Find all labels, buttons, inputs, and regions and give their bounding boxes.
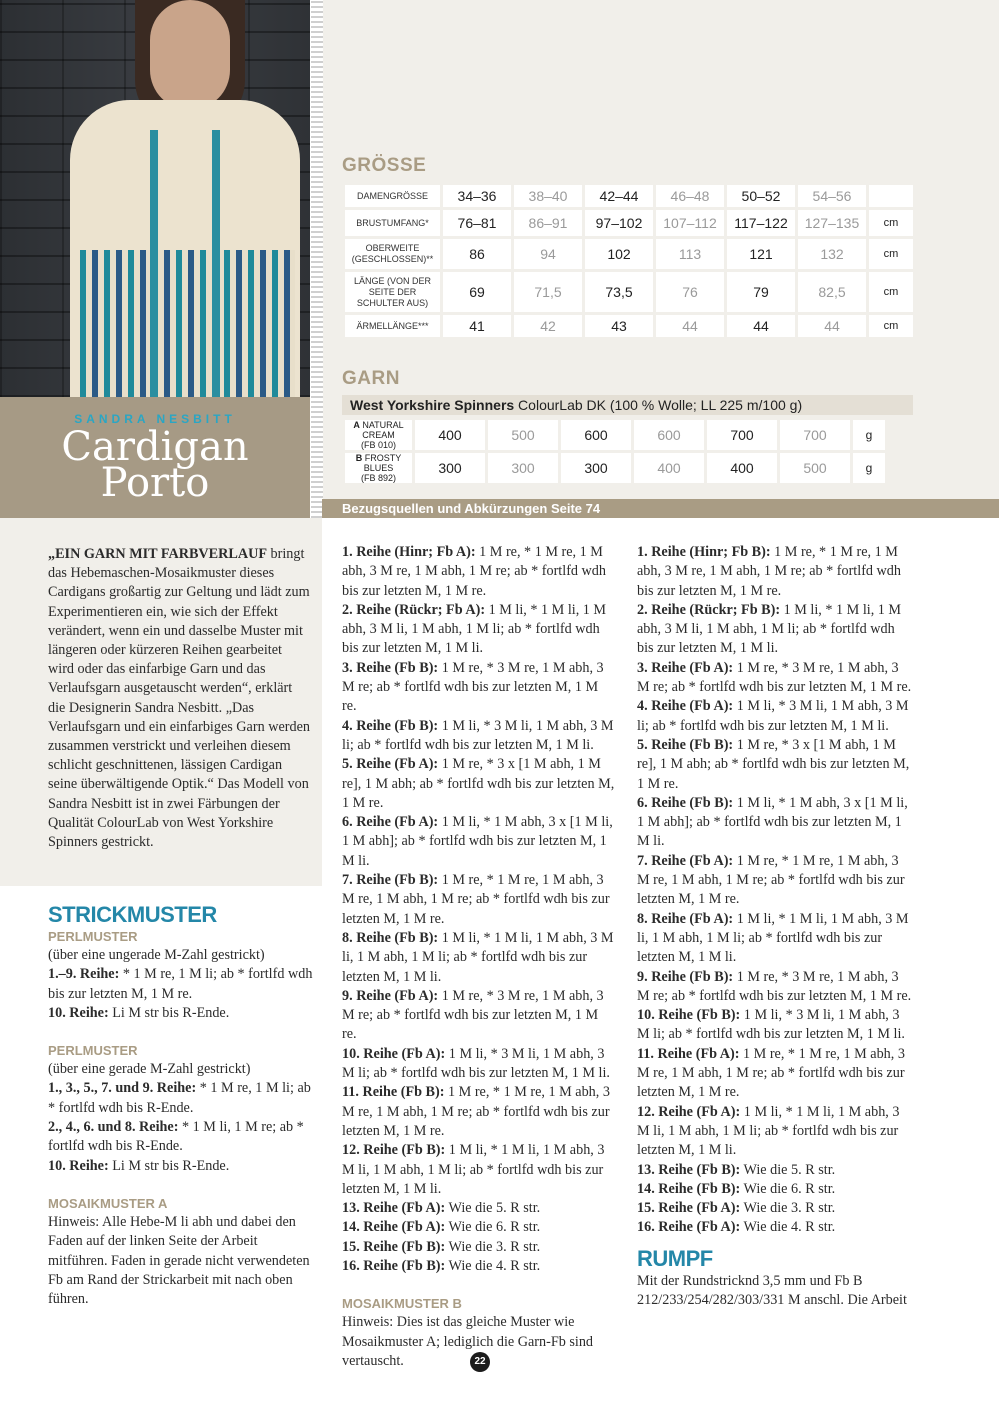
row-text: * 1 M re, 1 M li; ab * fortlfd wdh bis zur letzten M, 1 M re. xyxy=(48,966,313,1002)
size-cell: 113 xyxy=(656,239,724,269)
row-text: 1 M li, * 1 M abh, 3 x [1 M li, 1 M abh]; ab * fortlfd wdh bis zur letzten M, 1 M li. xyxy=(342,814,613,869)
instruction-row xyxy=(342,601,616,659)
row-label: 15. Reihe (Fb A): xyxy=(637,1200,741,1217)
size-cell: 43 xyxy=(585,315,653,337)
size-cell: 34–36 xyxy=(443,185,511,207)
instruction-row xyxy=(637,736,913,794)
title-block xyxy=(0,397,310,518)
size-cell: 46–48 xyxy=(656,185,724,207)
spiral-binding xyxy=(311,0,323,518)
instruction-row xyxy=(342,755,616,813)
row-label: 2. Reihe (Rückr; Fb A): xyxy=(342,601,486,618)
instruction-row xyxy=(637,659,913,698)
yarn-unit: g xyxy=(853,420,885,450)
size-row-label: DAMENGRÖSSE xyxy=(345,185,440,207)
row-label: 1. Reihe (Hinr; Fb B): xyxy=(637,544,771,560)
yarn-description xyxy=(342,395,913,415)
instruction-row xyxy=(637,1180,913,1199)
row-label: 10. Reihe (Fb B): xyxy=(637,1007,741,1024)
size-cell: 102 xyxy=(585,239,653,269)
instruction-row xyxy=(637,968,913,1007)
row-label: 15. Reihe (Fb B): xyxy=(342,1238,446,1255)
yarn-cell: 500 xyxy=(488,420,558,450)
row-text: 1 M re, * 1 M re, 1 M abh, 3 M re, 1 M abh, 1 M re; ab * fortlfd wdh bis zur letzten M, 1 M re. xyxy=(637,852,905,908)
row-text: 1 M re, * 3 x [1 M abh, 1 M re], 1 M abh; ab * fortlfd wdh bis zur letzten M, 1 M re. xyxy=(637,736,910,792)
instruction-row xyxy=(342,1257,616,1276)
instruction-row xyxy=(342,1218,616,1237)
strickmuster-heading: STRICKMUSTER xyxy=(48,902,217,927)
row-label: 2. Reihe (Rückr; Fb B): xyxy=(637,601,781,618)
instruction-row xyxy=(637,697,913,736)
size-cell: 107–112 xyxy=(656,210,724,236)
yarn-cell: 400 xyxy=(707,453,777,483)
row-label: 5. Reihe (Fb B): xyxy=(637,736,734,753)
instruction-row xyxy=(637,1218,913,1237)
pattern-title-line2: Porto xyxy=(100,460,210,506)
perlmuster-1-rows xyxy=(48,965,320,1023)
instruction-row xyxy=(342,813,616,871)
yarn-product: ColourLab DK (100 % Wolle; LL 225 m/100 g) xyxy=(514,397,803,413)
author-name: SANDRA NESBITT xyxy=(74,412,236,426)
size-cell: 86–91 xyxy=(514,210,582,236)
sources-bar: Bezugsquellen und Abkürzungen Seite 74 xyxy=(322,499,999,518)
row-label: 1.–9. Reihe: xyxy=(48,966,120,983)
size-unit: cm xyxy=(869,210,913,236)
row-text: Li M str bis R-Ende. xyxy=(108,1004,230,1021)
size-row-label: LÄNGE (VON DER SEITE DER SCHULTER AUS) xyxy=(345,272,440,312)
row-label: 8. Reihe (Fb B): xyxy=(342,929,439,946)
row-label: 14. Reihe (Fb B): xyxy=(637,1180,741,1197)
row-label: 4. Reihe (Fb B): xyxy=(342,717,439,734)
row-text: 1 M li, * 1 M li, 1 M abh, 3 M li, 1 M abh, 1 M li; ab * fortlfd wdh bis zur letzten M, 1 M li. xyxy=(342,929,614,985)
yarn-cell: 400 xyxy=(415,420,485,450)
size-cell: 71,5 xyxy=(514,272,582,312)
size-cell: 44 xyxy=(656,315,724,337)
instruction-row xyxy=(342,987,616,1045)
row-label: 1., 3., 5., 7. und 9. Reihe: xyxy=(48,1080,197,1097)
instruction-row xyxy=(48,1118,320,1157)
row-text: Wie die 6. R str. xyxy=(445,1219,541,1236)
size-unit: cm xyxy=(869,239,913,269)
intro-body: bringt das Hebemaschen-Mosaikmuster dieses Cardigans großartig zur Geltung und lädt zum Experimentieren ein, wie sich der Effekt verändert, wenn ein und dasselbe Muster mit längeren oder kürzeren Reihen gearbeitet wird oder das einfarbige Garn und das Verlaufsgarn ausgetauscht werden“, erklärt die Designerin Sandra Nesbitt. „Das Verlaufsgarn und ein einfarbiges Garn werden zusammen verstrickt und verleihen diesem schlicht geschnittenen, lässigen Cardigan seine überwältigende Optik.“ Das Modell von Sandra Nesbitt ist in zwei Färbungen der Qualität ColourLab von West Yorkshire Spinners gestrickt. xyxy=(48,546,310,851)
yarn-table xyxy=(342,417,888,486)
row-text: * 1 M re, 1 M li; ab * fortlfd wdh bis R-Ende. xyxy=(48,1080,311,1116)
instruction-row xyxy=(637,601,913,659)
intro-lead: „EIN GARN MIT FARBVERLAUF xyxy=(48,546,267,562)
row-text: 1 M li, * 3 M li, 1 M abh, 3 M li; ab * fortlfd wdh bis zur letzten M, 1 M li. xyxy=(637,698,909,734)
perlmuster-1-heading: PERLMUSTER xyxy=(48,929,138,944)
size-row xyxy=(345,185,913,207)
size-row xyxy=(345,315,913,337)
row-label: 8. Reihe (Fb A): xyxy=(637,910,734,927)
row-text: 1 M re, * 3 x [1 M abh, 1 M re], 1 M abh; ab * fortlfd wdh bis zur letzten M, 1 M re. xyxy=(342,756,615,811)
yarn-row xyxy=(345,453,885,483)
row-label: 3. Reihe (Fb A): xyxy=(637,659,734,676)
model-face xyxy=(150,0,230,110)
row-label: 12. Reihe (Fb B): xyxy=(342,1142,446,1159)
row-label: 5. Reihe (Fb A): xyxy=(342,756,439,773)
yarn-key: A xyxy=(353,420,360,430)
size-cell: 94 xyxy=(514,239,582,269)
size-cell: 44 xyxy=(798,315,866,337)
size-table xyxy=(342,182,916,340)
perlmuster-2-heading: PERLMUSTER xyxy=(48,1043,138,1059)
column-3 xyxy=(637,543,913,1310)
row-text: 1 M re, * 3 M re, 1 M abh, 3 M re; ab * fortlfd wdh bis zur letzten M, 1 M re. xyxy=(637,968,912,1004)
row-label: 16. Reihe (Fb A): xyxy=(637,1219,741,1236)
pattern-title xyxy=(0,424,310,506)
row-text: 1 M li, * 3 M li, 1 M abh, 3 M li; ab * fortlfd wdh bis zur letzten M, 1 M li. xyxy=(342,1045,610,1082)
row-label: 9. Reihe (Fb A): xyxy=(342,987,439,1004)
yarn-cell: 600 xyxy=(634,420,704,450)
row-label: 3. Reihe (Fb B): xyxy=(342,659,439,676)
yarn-brand: West Yorkshire Spinners xyxy=(350,397,515,413)
size-cell: 41 xyxy=(443,315,511,337)
size-unit: cm xyxy=(869,315,913,337)
size-cell: 79 xyxy=(727,272,795,312)
size-row xyxy=(345,272,913,312)
instruction-row xyxy=(48,965,320,1004)
row-label: 10. Reihe: xyxy=(48,1157,109,1174)
instruction-row xyxy=(342,717,616,756)
row-label: 11. Reihe (Fb B): xyxy=(342,1084,445,1101)
size-cell: 121 xyxy=(727,239,795,269)
row-label: 1. Reihe (Hinr; Fb A): xyxy=(342,544,476,560)
yarn-heading: GARN xyxy=(342,368,400,389)
size-row-label: OBERWEITE (GESCHLOSSEN)** xyxy=(345,239,440,269)
instruction-row xyxy=(637,543,913,601)
instruction-row xyxy=(342,1083,616,1141)
instruction-row xyxy=(48,1079,320,1118)
mosaikmuster-a-rows xyxy=(342,543,616,1276)
pattern-title-line1: Cardigan xyxy=(61,424,249,470)
instruction-row xyxy=(637,852,913,910)
row-label: 7. Reihe (Fb A): xyxy=(637,852,734,869)
size-unit xyxy=(869,185,913,207)
yarn-cell: 600 xyxy=(561,420,631,450)
row-label: 12. Reihe (Fb A): xyxy=(637,1103,741,1120)
rumpf-text: Mit der Rundstricknd 3,5 mm und Fb B 212/233/254/282/303/331 M anschl. Die Arbeit xyxy=(637,1272,907,1308)
instruction-row xyxy=(342,929,616,987)
row-text: Wie die 4. R str. xyxy=(445,1257,541,1274)
yarn-row xyxy=(345,420,885,450)
row-text: 1 M li, * 1 M li, 1 M abh, 3 M li, 1 M abh, 1 M li; ab * fortlfd wdh bis zur letzten M, 1 M li. xyxy=(342,601,607,657)
yarn-color-name: FROSTY BLUES xyxy=(363,453,402,473)
size-cell: 76 xyxy=(656,272,724,312)
row-text: Wie die 3. R str. xyxy=(445,1238,541,1255)
instruction-row xyxy=(48,1004,320,1023)
yarn-cell: 300 xyxy=(415,453,485,483)
mosaikmuster-b-heading: MOSAIKMUSTER B xyxy=(342,1296,462,1312)
yarn-cell: 500 xyxy=(780,453,850,483)
size-cell: 76–81 xyxy=(443,210,511,236)
row-text: 1 M re, * 1 M re, 1 M abh, 3 M re, 1 M abh, 1 M re; ab * fortlfd wdh bis zur letzten M, 1 M re. xyxy=(342,872,610,927)
row-text: 1 M li, * 1 M abh, 3 x [1 M li, 1 M abh]; ab * fortlfd wdh bis zur letzten M, 1 M li. xyxy=(637,794,908,850)
row-label: 13. Reihe (Fb A): xyxy=(342,1200,446,1217)
size-cell: 86 xyxy=(443,239,511,269)
yarn-row-label xyxy=(345,453,412,483)
size-cell: 54–56 xyxy=(798,185,866,207)
size-cell: 97–102 xyxy=(585,210,653,236)
size-cell: 127–135 xyxy=(798,210,866,236)
instruction-row xyxy=(342,1045,616,1084)
size-cell: 82,5 xyxy=(798,272,866,312)
instruction-row xyxy=(342,659,616,717)
instruction-row xyxy=(637,1045,913,1103)
page-number: 22 xyxy=(470,1352,490,1372)
instruction-row xyxy=(48,1157,320,1176)
size-heading: GRÖSSE xyxy=(342,155,427,176)
instruction-row xyxy=(342,871,616,929)
column-2 xyxy=(342,543,616,1371)
perlmuster-1-note: (über eine ungerade M-Zahl gestrickt) xyxy=(48,947,265,963)
row-label: 10. Reihe (Fb A): xyxy=(342,1045,446,1062)
row-text: 1 M re, * 3 M re, 1 M abh, 3 M re; ab * fortlfd wdh bis zur letzten M, 1 M re. xyxy=(342,659,604,715)
row-label: 11. Reihe (Fb A): xyxy=(637,1045,740,1062)
row-text: Wie die 4. R str. xyxy=(740,1219,836,1236)
size-cell: 50–52 xyxy=(727,185,795,207)
column-1 xyxy=(48,902,320,1309)
instruction-row xyxy=(342,1141,616,1199)
size-cell: 132 xyxy=(798,239,866,269)
row-text: 1 M re, * 1 M re, 1 M abh, 3 M re, 1 M abh, 1 M re; ab * fortlfd wdh bis zur letzten M, 1 M re. xyxy=(342,544,606,599)
row-text: 1 M li, * 1 M li, 1 M abh, 3 M li, 1 M abh, 1 M li; ab * fortlfd wdh bis zur letzten M, 1 M li. xyxy=(637,601,902,657)
model-photo xyxy=(0,0,310,397)
perlmuster-2-rows xyxy=(48,1079,320,1175)
intro-text xyxy=(48,545,310,852)
row-label: 4. Reihe (Fb A): xyxy=(637,698,734,715)
row-label: 16. Reihe (Fb B): xyxy=(342,1257,446,1274)
row-text: Wie die 3. R str. xyxy=(740,1200,836,1217)
size-unit: cm xyxy=(869,272,913,312)
row-label: 7. Reihe (Fb B): xyxy=(342,872,439,889)
mosaikmuster-a-note: Hinweis: Alle Hebe-M li abh und dabei den Faden auf der linken Seite der Arbeit mitführen. Faden in gerade nicht verwendeten Fb am Rand der Strickarbeit mit nach oben führen. xyxy=(48,1213,310,1308)
yarn-cell: 300 xyxy=(488,453,558,483)
row-label: 6. Reihe (Fb A): xyxy=(342,814,439,831)
instruction-row xyxy=(637,910,913,968)
size-cell: 69 xyxy=(443,272,511,312)
instruction-row xyxy=(342,1238,616,1257)
size-row-label: BRUSTUMFANG* xyxy=(345,210,440,236)
size-cell: 42–44 xyxy=(585,185,653,207)
yarn-key: B xyxy=(355,453,363,463)
instruction-row xyxy=(637,1103,913,1161)
row-text: Li M str bis R-Ende. xyxy=(108,1157,230,1174)
perlmuster-2-note: (über eine gerade M-Zahl gestrickt) xyxy=(48,1061,251,1078)
size-cell: 42 xyxy=(514,315,582,337)
mosaikmuster-b-rows xyxy=(637,543,913,1238)
row-label: 10. Reihe: xyxy=(48,1004,109,1021)
row-text: 1 M li, * 1 M li, 1 M abh, 3 M li, 1 M abh, 1 M li; ab * fortlfd wdh bis zur letzten M, 1 M li. xyxy=(637,1103,900,1159)
size-cell: 44 xyxy=(727,315,795,337)
size-row xyxy=(345,239,913,269)
row-text: 1 M re, * 1 M re, 1 M abh, 3 M re, 1 M abh, 1 M re; ab * fortlfd wdh bis zur letzten M, 1 M re. xyxy=(637,1045,905,1101)
row-label: 6. Reihe (Fb B): xyxy=(637,794,734,811)
row-label: 2., 4., 6. und 8. Reihe: xyxy=(48,1119,179,1136)
mosaikmuster-b-note: Hinweis: Dies ist das gleiche Muster wie Mosaikmuster A; lediglich die Garn-Fb sind vertauscht. xyxy=(342,1314,594,1369)
row-text: 1 M re, * 3 M re, 1 M abh, 3 M re; ab * fortlfd wdh bis zur letzten M, 1 M re. xyxy=(637,659,912,696)
size-cell: 73,5 xyxy=(585,272,653,312)
yarn-cell: 300 xyxy=(561,453,631,483)
row-text: 1 M re, * 3 M re, 1 M abh, 3 M re; ab * fortlfd wdh bis zur letzten M, 1 M re. xyxy=(342,987,604,1043)
row-text: Wie die 5. R str. xyxy=(445,1200,541,1217)
row-label: 13. Reihe (Fb B): xyxy=(637,1161,741,1178)
rumpf-heading: RUMPF xyxy=(637,1245,713,1271)
size-cell: 117–122 xyxy=(727,210,795,236)
row-label: 14. Reihe (Fb A): xyxy=(342,1219,446,1236)
row-text: 1 M re, * 1 M re, 1 M abh, 3 M re, 1 M abh, 1 M re; ab * fortlfd wdh bis zur letzten M, 1 M re. xyxy=(637,544,901,599)
yarn-row-label xyxy=(345,420,412,450)
instruction-row xyxy=(637,1006,913,1045)
instruction-row xyxy=(637,1199,913,1218)
row-text: 1 M li, * 1 M li, 1 M abh, 3 M li, 1 M abh, 1 M li; ab * fortlfd wdh bis zur letzten M, 1 M li. xyxy=(342,1142,605,1197)
instruction-row xyxy=(637,794,913,852)
yarn-color-code: (FB 010) xyxy=(360,440,396,450)
row-text: 1 M re, * 1 M re, 1 M abh, 3 M re, 1 M abh, 1 M re; ab * fortlfd wdh bis zur letzten M, 1 M re. xyxy=(342,1084,610,1139)
yarn-color-name: NATURAL CREAM xyxy=(362,420,404,440)
size-row-label: ÄRMELLÄNGE*** xyxy=(345,315,440,337)
size-row xyxy=(345,210,913,236)
mosaikmuster-a-heading: MOSAIKMUSTER A xyxy=(48,1195,168,1211)
size-cell: 38–40 xyxy=(514,185,582,207)
yarn-cell: 700 xyxy=(780,420,850,450)
cardigan-placket xyxy=(150,130,220,397)
yarn-color-code: (FB 892) xyxy=(360,473,396,483)
row-text: 1 M li, * 3 M li, 1 M abh, 3 M li; ab * fortlfd wdh bis zur letzten M, 1 M li. xyxy=(342,717,614,753)
instruction-row xyxy=(637,1161,913,1180)
row-label: 9. Reihe (Fb B): xyxy=(637,968,734,985)
row-text: * 1 M li, 1 M re; ab * fortlfd wdh bis R-Ende. xyxy=(48,1119,304,1155)
row-text: 1 M li, * 3 M li, 1 M abh, 3 M li; ab * fortlfd wdh bis zur letzten M, 1 M li. xyxy=(637,1007,905,1043)
yarn-unit: g xyxy=(853,453,885,483)
row-text: Wie die 5. R str. xyxy=(740,1161,836,1178)
row-text: Wie die 6. R str. xyxy=(740,1180,836,1197)
row-text: 1 M li, * 1 M li, 1 M abh, 3 M li, 1 M abh, 1 M li; ab * fortlfd wdh bis zur letzten M, 1 M li. xyxy=(637,910,909,966)
yarn-cell: 700 xyxy=(707,420,777,450)
instruction-row xyxy=(342,1199,616,1218)
instruction-row xyxy=(342,543,616,601)
yarn-cell: 400 xyxy=(634,453,704,483)
